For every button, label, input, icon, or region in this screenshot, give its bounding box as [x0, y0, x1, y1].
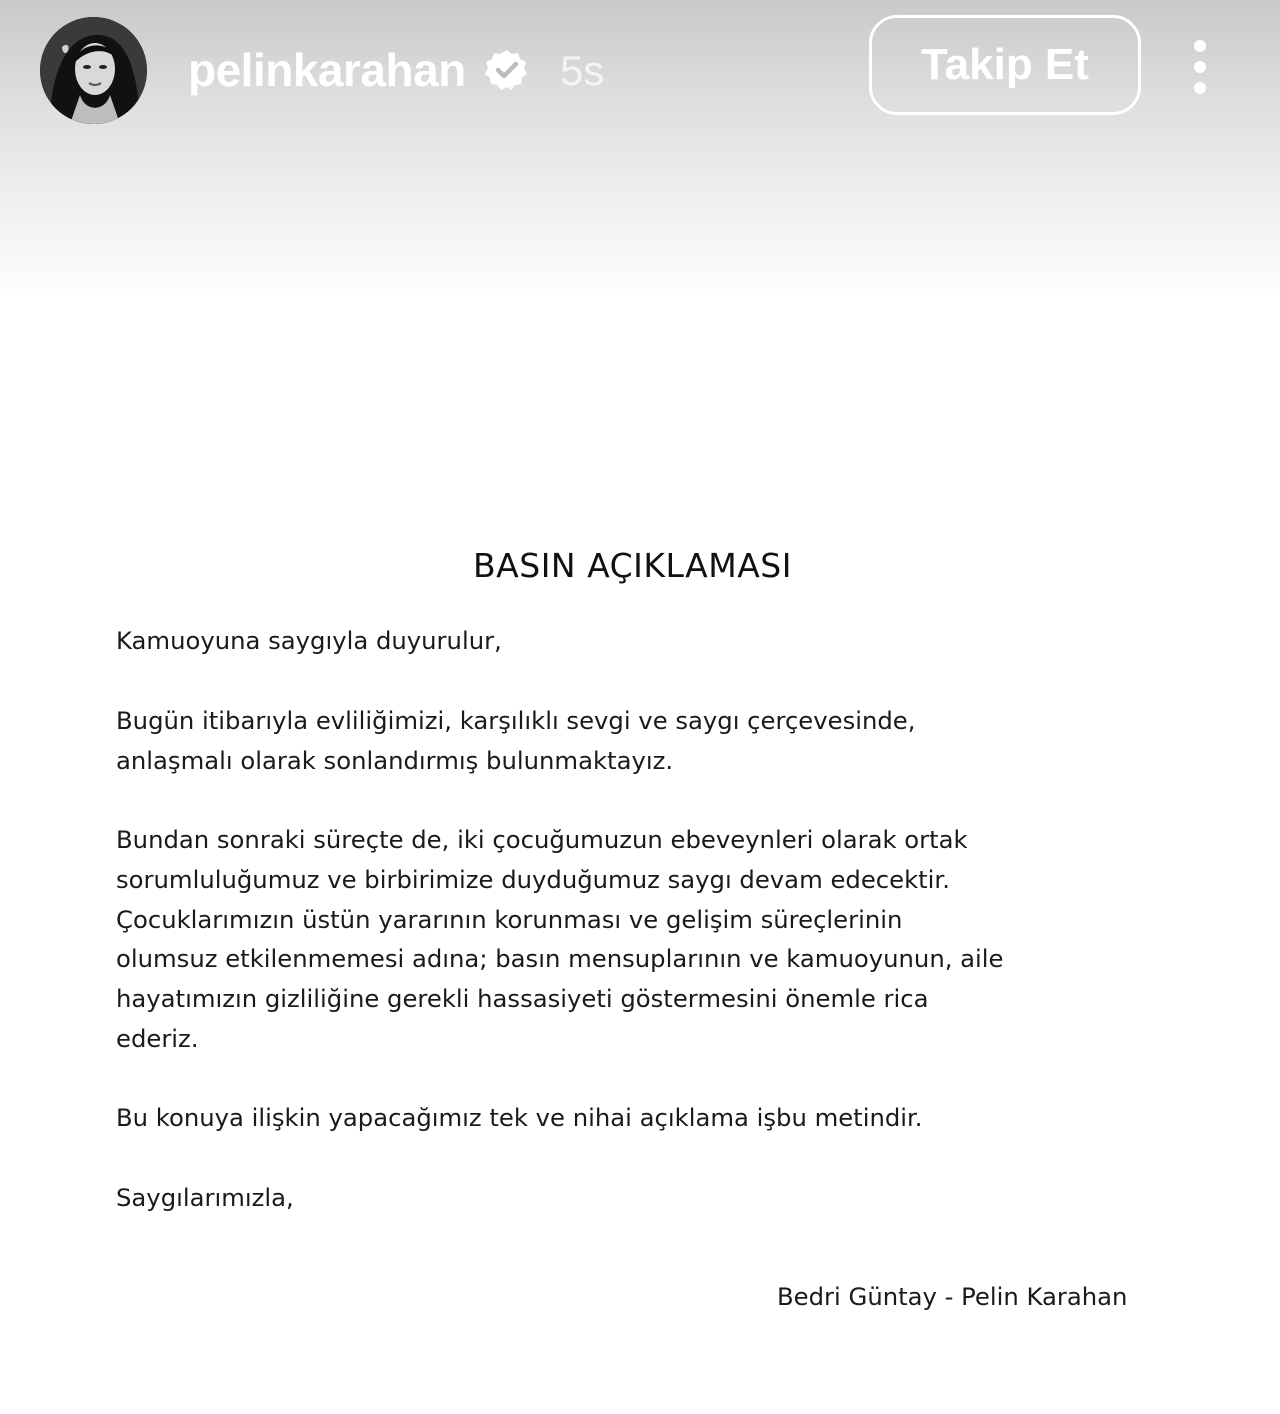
more-vertical-icon: [1180, 38, 1220, 98]
paragraph-2-line: olumsuz etkilenmemesi adına; basın mensuplarının ve kamuoyunun, aile: [116, 944, 1004, 974]
paragraph-1-line: anlaşmalı olarak sonlandırmış bulunmaktayız.: [116, 745, 674, 775]
paragraph-2: [116, 820, 1136, 1059]
paragraph-2-line: Bundan sonraki süreçte de, iki çocuğumuzun ebeveynleri olarak ortak: [116, 825, 968, 854]
paragraph-2-line: hayatımızın gizliliğine gerekli hassasiyeti göstermesini önemle rica: [116, 984, 929, 1014]
story-header: [0, 0, 1280, 140]
more-options-button[interactable]: [1180, 38, 1220, 98]
avatar-portrait-icon: [40, 17, 147, 124]
username[interactable]: pelinkarahan: [188, 44, 466, 96]
closing-text: Saygılarımızla,: [116, 1183, 294, 1212]
avatar[interactable]: [40, 17, 147, 124]
verified-badge-icon: [485, 48, 529, 92]
paragraph-2-line: ederiz.: [116, 1023, 199, 1053]
signature-line: Bedri Güntay - Pelin Karahan: [777, 1282, 1128, 1311]
paragraph-1: [116, 701, 1136, 781]
post-timestamp: 5s: [560, 47, 605, 94]
paragraph-2-line: Çocuklarımızın üstün yararının korunması ve gelişim süreçlerinin: [116, 904, 903, 934]
follow-button[interactable]: Takip Et: [869, 15, 1141, 115]
greeting-text: Kamuoyuna saygıyla duyurulur,: [116, 626, 502, 655]
paragraph-2-line: sorumluluğumuz ve birbirimize duyduğumuz saygı devam edecektir.: [116, 864, 950, 894]
document-title: BASIN AÇIKLAMASI: [473, 546, 792, 585]
paragraph-1-line: Bugün itibarıyla evliliğimizi, karşılıklı sevgi ve saygı çerçevesinde,: [116, 706, 916, 735]
paragraph-3: Bu konuya ilişkin yapacağımız tek ve nihai açıklama işbu metindir.: [116, 1103, 923, 1132]
